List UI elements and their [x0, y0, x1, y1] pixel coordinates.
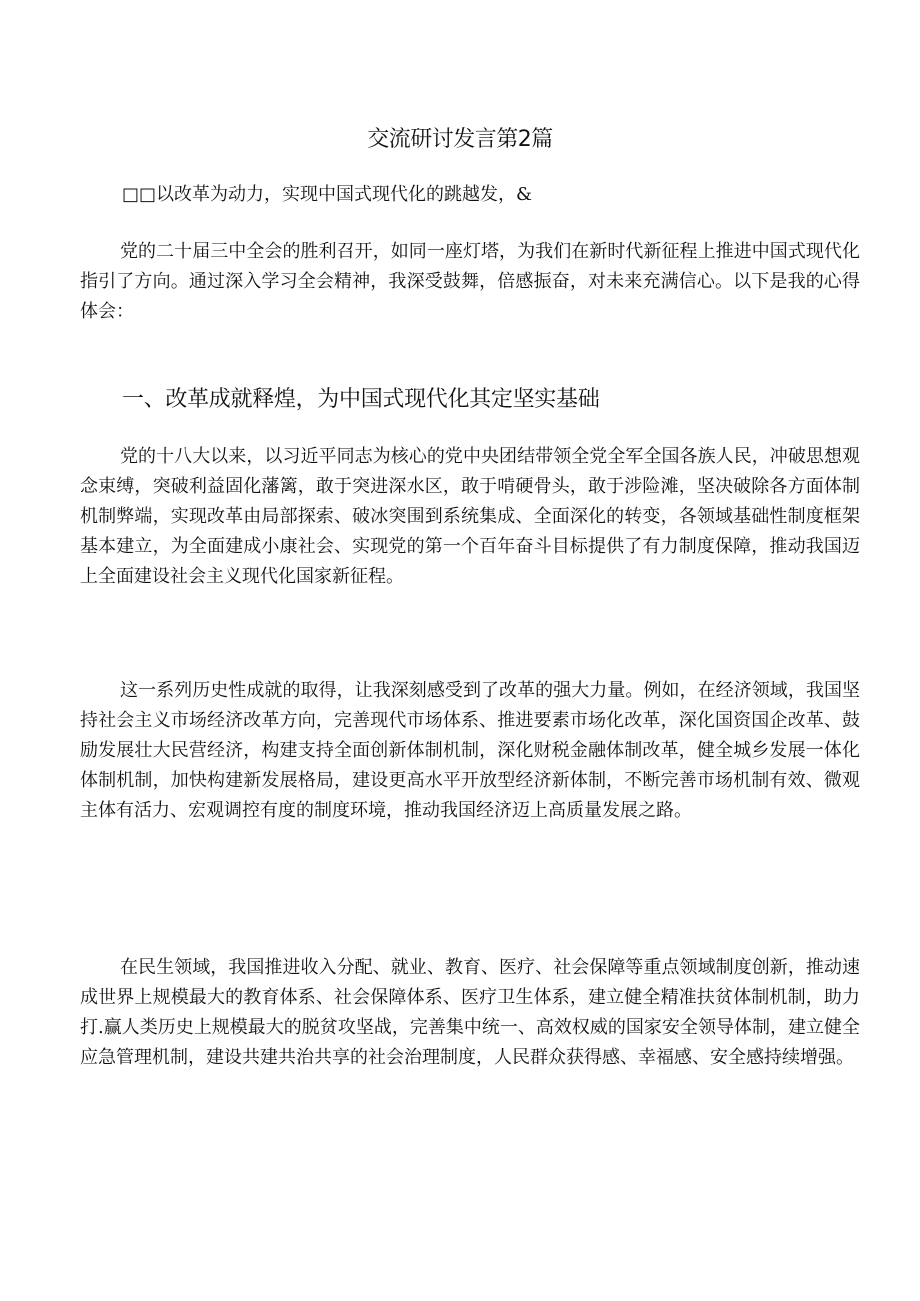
document-title: 交流研讨发言第2篇 [367, 127, 553, 152]
body-paragraph: 党的十八大以来，以习近平同志为核心的党中央团结带领全党全军全国各族人民，冲破思想观念束缚，突破利益固化藩篱，敢于突进深水区，敢于啃硬骨头，敢于涉险滩，坚决破除各方面体制机制弊端，实现改革由局部探索、破冰突围到系统集成、全面深化的转变，各领域基础性制度框架基本建立，为全面建成小康社会、实现党的第一个百年奋斗目标提供了有力制度保障，推动我国迈上全面建设社会主义现代化国家新征程。 [80, 446, 860, 587]
document-subtitle: □□以改革为动力，实现中国式现代化的跳越发，& [122, 184, 533, 205]
intro-paragraph: 党的二十届三中全会的胜利召开，如同一座灯塔，为我们在新时代新征程上推进中国式现代化指引了方向。通过深入学习全会精神，我深受鼓舞，倍感振奋，对未来充满信心。以下是我的心得体会： [80, 241, 860, 322]
body-paragraph: 在民生领域，我国推进收入分配、就业、教育、医疗、社会保障等重点领域制度创新，推动速成世界上规模最大的教育体系、社会保障体系、医疗卫生体系，建立健全精准扶贫体制机制，助力打.赢人类历史上规模最大的脱贫攻坚战，完善集中统一、高效权威的国家安全领导体制，建立健全应急管理机制，建设共建共治共享的社会治理制度，人民群众获得感、幸福感、安全感持续增强。 [80, 957, 860, 1068]
section-heading: 一、改革成就释煌，为中国式现代化其定坚实基础 [122, 387, 600, 412]
body-paragraph: 这一系列历史性成就的取得，让我深刻感受到了改革的强大力量。例如，在经济领域，我国坚持社会主义市场经济改革方向，完善现代市场体系、推进要素市场化改革，深化国资国企改革、鼓励发展壮大民营经济，构建支持全面创新体制机制，深化财税金融体制改革，健全城乡发展一体化体制机制，加快构建新发展格局，建设更高水平开放型经济新体制，不断完善市场机制有效、微观主体有活力、宏观调控有度的制度环境，推动我国经济迈上高质量发展之路。 [80, 680, 860, 821]
